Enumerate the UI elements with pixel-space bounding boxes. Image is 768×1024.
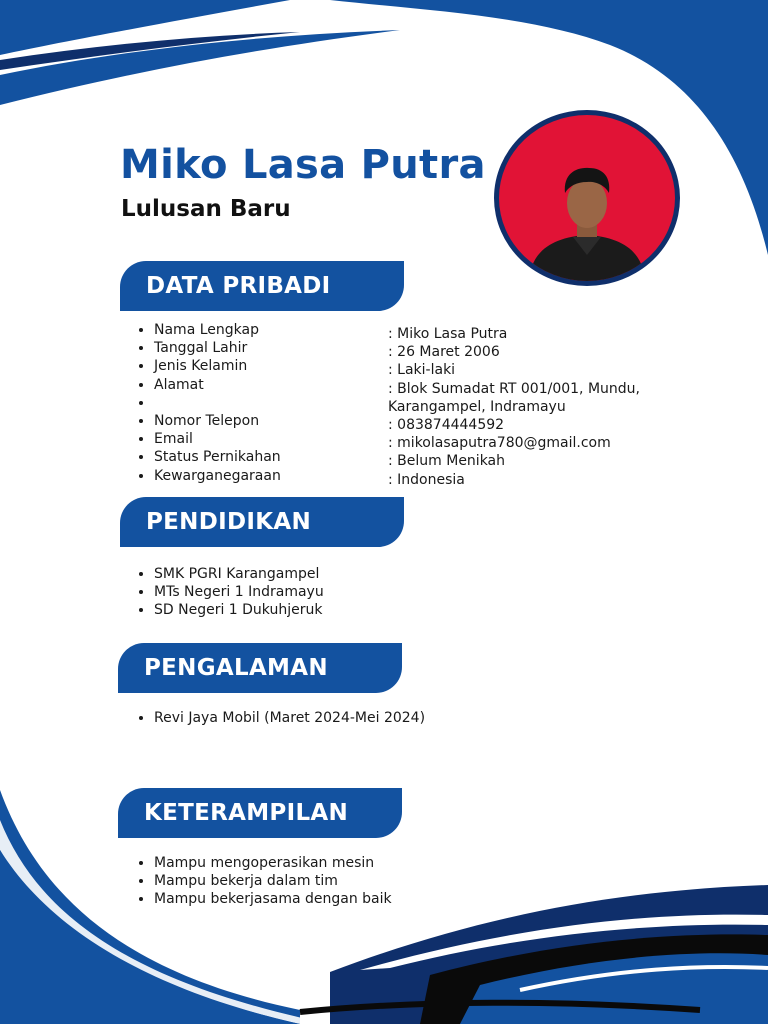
person-icon — [499, 115, 675, 281]
list-item: • SMK PGRI Karangampel — [154, 565, 324, 583]
list-item: • Alamat — [154, 376, 281, 394]
section-heading-education: PENDIDIKAN — [120, 497, 404, 547]
list-item: • Status Pernikahan — [154, 448, 281, 466]
list-item — [154, 394, 281, 412]
personal-data-values — [388, 325, 640, 489]
value-birth-date: : 26 Maret 2006 — [388, 344, 500, 361]
list-item: • Mampu mengoperasikan mesin — [154, 854, 392, 872]
section-heading-experience: PENGALAMAN — [118, 643, 402, 693]
list-item: • Kewarganegaraan — [154, 467, 281, 485]
value-gender: : Laki-laki — [388, 362, 456, 379]
education-list — [136, 565, 324, 620]
value-full-name: : Miko Lasa Putra — [388, 326, 508, 342]
value-address: : Blok Sumadat RT 001/001, Mundu, — [388, 380, 640, 397]
full-name: Miko Lasa Putra — [120, 142, 486, 188]
value-email: : mikolasaputra780@gmail.com — [388, 435, 611, 452]
section-heading-skills: KETERAMPILAN — [118, 788, 402, 838]
list-item: • Mampu bekerja dalam tim — [154, 872, 392, 890]
section-heading-personal-data: DATA PRIBADI — [120, 261, 404, 311]
job-title: Lulusan Baru — [121, 196, 291, 222]
skills-list — [136, 854, 392, 909]
list-item: • Tanggal Lahir — [154, 339, 281, 357]
value-marital-status: : Belum Menikah — [388, 453, 506, 470]
list-item: • SD Negeri 1 Dukuhjeruk — [154, 601, 324, 619]
list-item: • Mampu bekerjasama dengan baik — [154, 890, 392, 908]
value-nationality: : Indonesia — [388, 471, 465, 488]
value-address-line-2: Karangampel, Indramayu — [388, 398, 566, 415]
experience-list — [136, 709, 425, 727]
list-item: • Email — [154, 430, 281, 448]
personal-data-labels — [136, 321, 281, 485]
list-item: • Revi Jaya Mobil (Maret 2024-Mei 2024) — [154, 709, 425, 727]
value-phone: : 083874444592 — [388, 417, 505, 434]
list-item: • MTs Negeri 1 Indramayu — [154, 583, 324, 601]
profile-photo — [494, 110, 680, 286]
list-item: • Jenis Kelamin — [154, 357, 281, 375]
list-item: • Nomor Telepon — [154, 412, 281, 430]
list-item: • Nama Lengkap — [154, 321, 281, 339]
